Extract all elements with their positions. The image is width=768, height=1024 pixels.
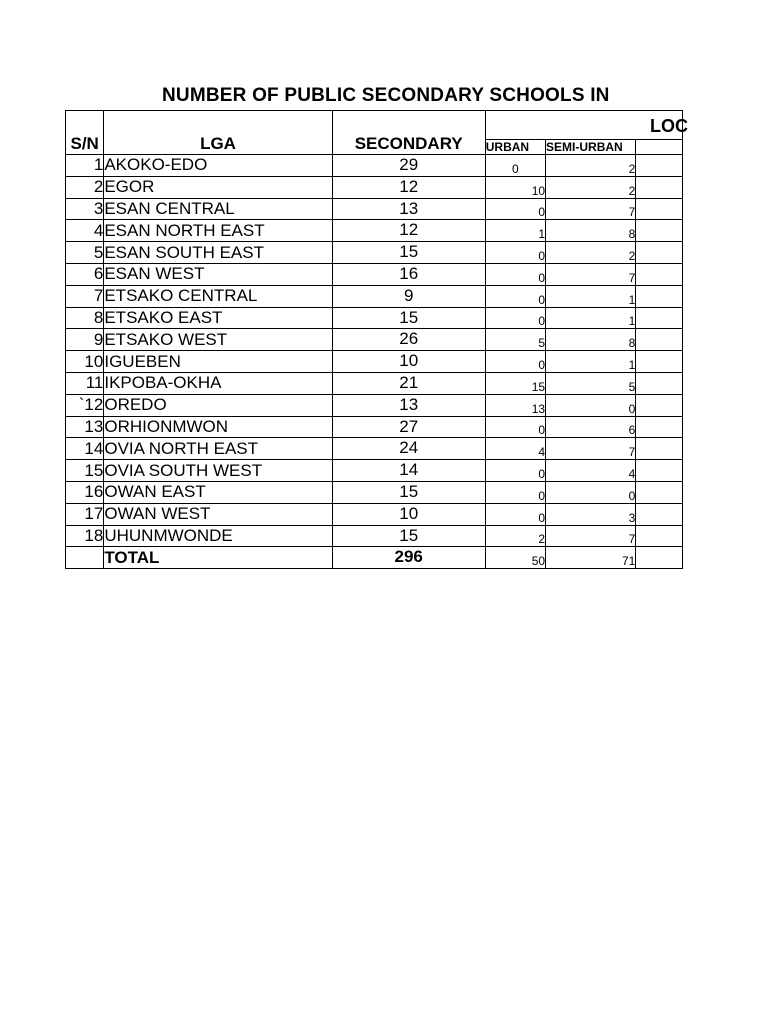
table-row — [66, 155, 683, 177]
cell-semi-urban: 7 — [546, 525, 636, 547]
cell-semi-urban: 1 — [546, 307, 636, 329]
table-row — [66, 525, 683, 547]
total-rural — [636, 547, 683, 569]
cell-secondary: 15 — [332, 481, 485, 503]
cell-secondary: 14 — [332, 460, 485, 482]
cell-rural — [636, 155, 683, 177]
cell-urban: 10 — [485, 176, 545, 198]
cell-urban: 0 — [485, 263, 545, 285]
cell-secondary: 15 — [332, 307, 485, 329]
cell-secondary: 15 — [332, 242, 485, 264]
cell-rural — [636, 242, 683, 264]
cell-semi-urban: 6 — [546, 416, 636, 438]
header-semi-urban: SEMI-URBAN — [546, 140, 636, 155]
table-row — [66, 220, 683, 242]
cell-lga: ESAN WEST — [104, 263, 332, 285]
header-location-group-cell — [485, 111, 682, 140]
cell-secondary: 13 — [332, 394, 485, 416]
cell-rural — [636, 307, 683, 329]
total-row — [66, 547, 683, 569]
cell-sn: 5 — [66, 242, 104, 264]
cell-lga: AKOKO-EDO — [104, 155, 332, 177]
cell-sn: 17 — [66, 503, 104, 525]
cell-urban: 0 — [485, 285, 545, 307]
table-row — [66, 394, 683, 416]
header-rural — [636, 140, 683, 155]
cell-sn: 7 — [66, 285, 104, 307]
cell-semi-urban: 0 — [546, 481, 636, 503]
cell-semi-urban: 2 — [546, 176, 636, 198]
cell-lga: OWAN WEST — [104, 503, 332, 525]
cell-sn: 4 — [66, 220, 104, 242]
table-row — [66, 285, 683, 307]
cell-lga: ESAN CENTRAL — [104, 198, 332, 220]
table-row — [66, 481, 683, 503]
cell-rural — [636, 481, 683, 503]
cell-secondary: 9 — [332, 285, 485, 307]
cell-semi-urban: 1 — [546, 285, 636, 307]
cell-sn: 2 — [66, 176, 104, 198]
cell-semi-urban: 8 — [546, 220, 636, 242]
table-row — [66, 307, 683, 329]
table-row — [66, 372, 683, 394]
header-row-top — [66, 111, 683, 140]
cell-urban: 0 — [485, 198, 545, 220]
cell-sn: 9 — [66, 329, 104, 351]
cell-lga: OWAN EAST — [104, 481, 332, 503]
schools-table — [65, 110, 683, 569]
cell-secondary: 29 — [332, 155, 485, 177]
cell-rural — [636, 438, 683, 460]
cell-sn: `12 — [66, 394, 104, 416]
header-sn: S/N — [66, 111, 104, 155]
sheet-title: NUMBER OF PUBLIC SECONDARY SCHOOLS IN — [162, 85, 610, 106]
table-row — [66, 416, 683, 438]
cell-secondary: 12 — [332, 220, 485, 242]
cell-urban: 15 — [485, 372, 545, 394]
cell-secondary: 26 — [332, 329, 485, 351]
cell-secondary: 16 — [332, 263, 485, 285]
cell-lga: ETSAKO WEST — [104, 329, 332, 351]
cell-sn: 13 — [66, 416, 104, 438]
header-secondary: SECONDARY — [332, 111, 485, 155]
table-row — [66, 198, 683, 220]
cell-urban: 1 — [485, 220, 545, 242]
cell-secondary: 27 — [332, 416, 485, 438]
cell-urban: 0 — [485, 242, 545, 264]
cell-rural — [636, 416, 683, 438]
cell-secondary: 12 — [332, 176, 485, 198]
cell-sn: 1 — [66, 155, 104, 177]
cell-rural — [636, 351, 683, 373]
cell-secondary: 10 — [332, 351, 485, 373]
table-row — [66, 176, 683, 198]
cell-lga: OVIA NORTH EAST — [104, 438, 332, 460]
cell-sn: 6 — [66, 263, 104, 285]
cell-rural — [636, 220, 683, 242]
cell-urban: 4 — [485, 438, 545, 460]
header-lga: LGA — [104, 111, 332, 155]
total-semi-urban: 71 — [546, 547, 636, 569]
cell-sn: 3 — [66, 198, 104, 220]
cell-rural — [636, 263, 683, 285]
cell-urban: 0 — [485, 351, 545, 373]
cell-urban: 0 — [485, 503, 545, 525]
cell-lga: OVIA SOUTH WEST — [104, 460, 332, 482]
cell-rural — [636, 176, 683, 198]
cell-urban: 13 — [485, 394, 545, 416]
cell-urban: 0 — [485, 307, 545, 329]
cell-lga: ORHIONMWON — [104, 416, 332, 438]
cell-semi-urban: 8 — [546, 329, 636, 351]
cell-rural — [636, 503, 683, 525]
cell-sn: 16 — [66, 481, 104, 503]
cell-lga: UHUNMWONDE — [104, 525, 332, 547]
table-row — [66, 503, 683, 525]
cell-sn: 10 — [66, 351, 104, 373]
cell-urban: 5 — [485, 329, 545, 351]
cell-rural — [636, 329, 683, 351]
cell-rural — [636, 372, 683, 394]
cell-semi-urban: 0 — [546, 394, 636, 416]
cell-semi-urban: 2 — [546, 155, 636, 177]
total-label: TOTAL — [104, 547, 332, 569]
location-group-header: LOC — [650, 116, 688, 136]
cell-semi-urban: 4 — [546, 460, 636, 482]
cell-lga: OREDO — [104, 394, 332, 416]
cell-semi-urban: 7 — [546, 438, 636, 460]
cell-rural — [636, 460, 683, 482]
cell-lga: IGUEBEN — [104, 351, 332, 373]
cell-lga: ETSAKO CENTRAL — [104, 285, 332, 307]
header-urban: URBAN — [485, 140, 545, 155]
cell-secondary: 10 — [332, 503, 485, 525]
cell-lga: ESAN NORTH EAST — [104, 220, 332, 242]
cell-lga: ESAN SOUTH EAST — [104, 242, 332, 264]
cell-sn: 18 — [66, 525, 104, 547]
cell-secondary: 24 — [332, 438, 485, 460]
cell-urban: 2 — [485, 525, 545, 547]
table-row — [66, 460, 683, 482]
cell-lga: IKPOBA-OKHA — [104, 372, 332, 394]
cell-secondary: 15 — [332, 525, 485, 547]
cell-sn: 8 — [66, 307, 104, 329]
cell-semi-urban: 2 — [546, 242, 636, 264]
cell-sn: 15 — [66, 460, 104, 482]
cell-secondary: 13 — [332, 198, 485, 220]
cell-sn: 14 — [66, 438, 104, 460]
cell-rural — [636, 198, 683, 220]
cell-semi-urban: 7 — [546, 263, 636, 285]
cell-rural — [636, 285, 683, 307]
cell-sn: 11 — [66, 372, 104, 394]
cell-lga: ETSAKO EAST — [104, 307, 332, 329]
total-secondary: 296 — [332, 547, 485, 569]
cell-urban: 0 — [485, 155, 545, 177]
table-row — [66, 242, 683, 264]
cell-semi-urban: 5 — [546, 372, 636, 394]
total-urban: 50 — [485, 547, 545, 569]
cell-rural — [636, 525, 683, 547]
cell-urban: 0 — [485, 416, 545, 438]
cell-urban: 0 — [485, 460, 545, 482]
cell-semi-urban: 7 — [546, 198, 636, 220]
cell-rural — [636, 394, 683, 416]
cell-urban: 0 — [485, 481, 545, 503]
cell-lga: EGOR — [104, 176, 332, 198]
cell-semi-urban: 1 — [546, 351, 636, 373]
table-row — [66, 263, 683, 285]
table-row — [66, 351, 683, 373]
table-row — [66, 438, 683, 460]
cell-secondary: 21 — [332, 372, 485, 394]
total-cell-sn — [66, 547, 104, 569]
cell-semi-urban: 3 — [546, 503, 636, 525]
table-row — [66, 329, 683, 351]
